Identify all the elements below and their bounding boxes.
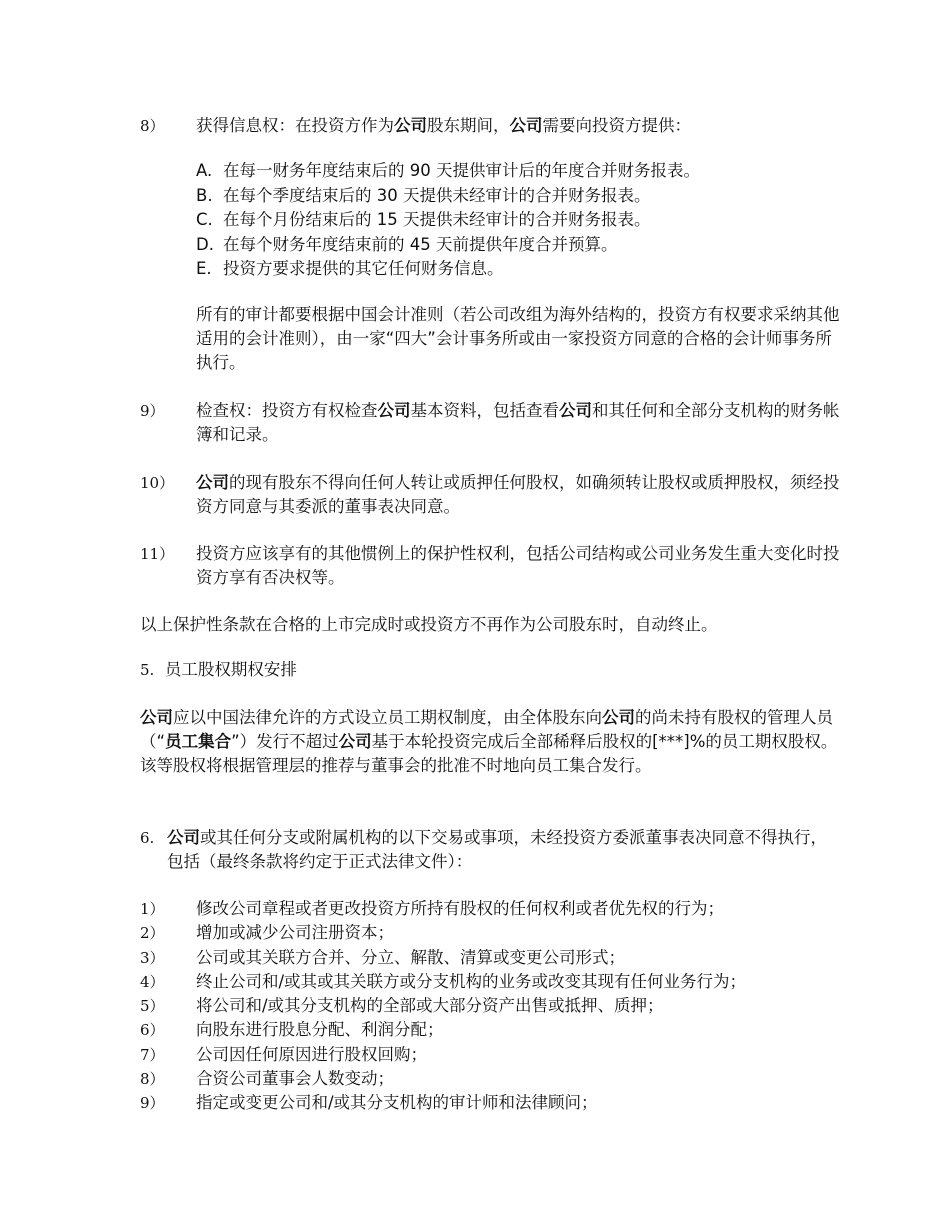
company-term: 公司	[602, 708, 635, 727]
section-title: 员工股权期权安排	[164, 660, 297, 679]
employee-pool-term: 员工集合	[165, 732, 232, 751]
restricted-matters-list	[140, 897, 840, 1116]
sublist-item: E. 投资方要求提供的其它任何财务信息。	[196, 259, 504, 278]
sublist-item: A. 在每一财务年度结束后的 90 天提供审计后的年度合并财务报表。	[196, 161, 700, 180]
item-number: 11）	[140, 545, 175, 563]
company-term: 公司	[167, 828, 200, 847]
company-term: 公司	[338, 732, 372, 751]
section-heading-5	[140, 658, 840, 682]
list-item: 5） 将公司和/或其分支机构的全部或大部分资产出售或抵押、质押；	[140, 996, 664, 1016]
section-6	[140, 826, 840, 874]
item-text: 检查权：投资方有权检查公司基本资料，包括查看公司和其任何和全部分支机构的财务帐簿和记录。	[196, 401, 840, 444]
list-item-10	[140, 471, 840, 519]
company-term: 公司	[377, 401, 411, 420]
list-item: 2） 增加或减少公司注册资本；	[140, 923, 394, 943]
company-term: 公司	[196, 473, 229, 492]
esop-paragraph: 公司应以中国法律允许的方式设立员工期权制度，由全体股东向公司的尚未持有股权的管理人员（“员工集合”）发行不超过公司基于本轮投资完成后全部稀释后股权的[***]%的员工期权股权。该等股权将根据管理层的推荐与董事会的批准不时地向员工集合发行。	[140, 708, 838, 775]
list-item-11	[140, 542, 840, 590]
sublist-item: C. 在每个月份结束后的 15 天提供未经审计的合并财务报表。	[196, 210, 651, 229]
section-number: 6.	[140, 829, 155, 847]
sublist-item: D. 在每个财务年度结束前的 45 天前提供年度合并预算。	[196, 234, 618, 254]
list-item-9	[140, 399, 840, 447]
section-text: 公司或其任何分支或附属机构的以下交易或事项，未经投资方委派董事表决同意不得执行，包括（最终条款将约定于正式法律文件）：	[167, 828, 827, 871]
item-number: 10）	[140, 474, 175, 492]
company-term: 公司	[394, 116, 427, 135]
company-term: 公司	[509, 116, 543, 135]
list-item: 4） 终止公司和/或其或其关联方或分支机构的业务或改变其现有任何业务行为；	[140, 971, 747, 991]
company-term: 公司	[140, 708, 173, 727]
item-number: 9）	[140, 402, 165, 420]
list-item: 8） 合资公司董事会人数变动；	[140, 1069, 394, 1089]
item-number: 8）	[140, 117, 165, 135]
termination-note: 以上保护性条款在合格的上市完成时或投资方不再作为公司股东时，自动终止。	[140, 615, 718, 634]
list-item: 9） 指定或变更公司和/或其分支机构的审计师和法律顾问；	[140, 1093, 598, 1113]
list-item: 1） 修改公司章程或者更改投资方所持有股权的任何权利或者优先权的行为；	[140, 899, 724, 918]
list-item: 3） 公司或其关联方合并、分立、解散、清算或变更公司形式；	[140, 947, 625, 967]
list-item: 6） 向股东进行股息分配、利润分配；	[140, 1020, 444, 1040]
item-text: 投资方应该享有的其他惯例上的保护性权利，包括公司结构或公司业务发生重大变化时投资方享有否决权等。	[196, 544, 840, 587]
section-number: 5.	[140, 661, 155, 679]
item-text: 获得信息权：在投资方作为公司股东期间，公司需要向投资方提供：	[196, 116, 691, 135]
list-item: 7） 公司因任何原因进行股权回购；	[140, 1044, 427, 1064]
list-item-8	[140, 114, 840, 138]
company-term: 公司	[559, 401, 592, 420]
item-text: 公司的现有股东不得向任何人转让或质押任何股权，如确须转让股权或质押股权，须经投资方同意与其委派的董事表决同意。	[196, 473, 840, 516]
financial-info-sublist	[196, 159, 840, 282]
sublist-item: B. 在每个季度结束后的 30 天提供未经审计的合并财务报表。	[196, 185, 651, 205]
audit-note: 所有的审计都要根据中国会计准则（若公司改组为海外结构的，投资方有权要求采纳其他适用的会计准则），由一家“四大”会计事务所或由一家投资方同意的合格的会计师事务所执行。	[196, 305, 840, 372]
